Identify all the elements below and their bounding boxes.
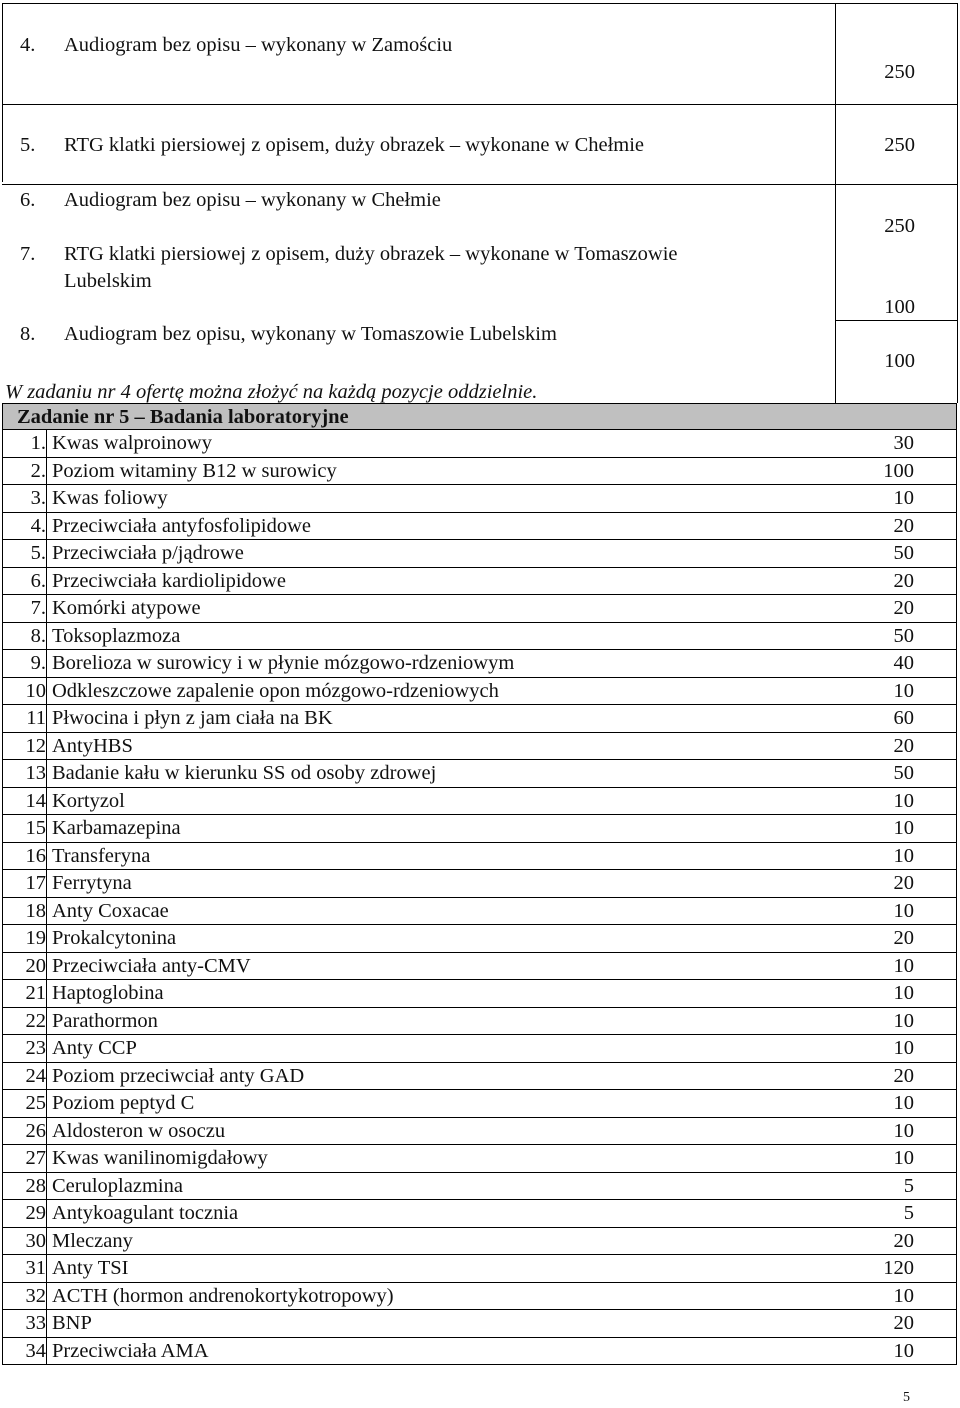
- table-row: [2, 678, 957, 706]
- row-name: Kwas walproinowy: [52, 432, 212, 454]
- row-name: Przeciwciała p/jądrowe: [52, 542, 244, 564]
- table-row: [2, 925, 957, 953]
- column-divider: [46, 678, 47, 705]
- table-row: [2, 953, 957, 981]
- column-divider: [46, 870, 47, 897]
- row-name: Anty TSI: [52, 1257, 129, 1279]
- row-value: 10: [893, 954, 914, 977]
- row-value: 10: [893, 844, 914, 867]
- column-divider: [46, 1200, 47, 1227]
- table-row: [2, 980, 957, 1008]
- table-row: [2, 1035, 957, 1063]
- row-value: 5: [903, 1174, 914, 1197]
- table-row: [2, 815, 957, 843]
- item-description: RTG klatki piersiowej z opisem, duży obrazek – wykonane w Chełmie: [64, 134, 645, 156]
- table-row: [2, 1338, 957, 1366]
- row-number: 31: [25, 1257, 46, 1279]
- table-row: [2, 1283, 957, 1311]
- row-name: Przeciwciała anty-CMV: [52, 954, 251, 977]
- row-number: 30: [25, 1229, 46, 1252]
- row-number: 3.: [30, 487, 46, 509]
- row-number: 19: [25, 927, 46, 949]
- row-number: 24: [25, 1064, 46, 1087]
- row-value: 60: [893, 707, 914, 729]
- row-number: 16: [25, 844, 46, 867]
- row-name: Parathormon: [52, 1009, 158, 1032]
- row-name: Borelioza w surowicy i w płynie mózgowo-rdzeniowym: [52, 652, 515, 674]
- table-row: [2, 623, 957, 651]
- row-name: Kortyzol: [52, 789, 125, 812]
- table-row: [2, 1310, 957, 1338]
- row-number: 4.: [30, 514, 46, 537]
- row-name: Przeciwciała kardiolipidowe: [52, 569, 286, 592]
- table-row: [2, 1228, 957, 1256]
- row-number: 17: [25, 872, 46, 894]
- column-divider: [46, 953, 47, 980]
- column-divider: [46, 1090, 47, 1117]
- row-name: Haptoglobina: [52, 982, 164, 1004]
- row-name: Przeciwciała AMA: [52, 1339, 209, 1362]
- table-row: [2, 1173, 957, 1201]
- row-name: Poziom peptyd C: [52, 1092, 195, 1114]
- column-divider: [46, 733, 47, 760]
- table-row: [2, 430, 957, 458]
- table-row: [2, 458, 957, 486]
- row-number: 9.: [30, 652, 46, 674]
- column-divider: [46, 1145, 47, 1172]
- row-value: 10: [893, 487, 914, 509]
- column-divider: [46, 760, 47, 787]
- item-value: 250: [884, 61, 915, 83]
- row-value: 10: [893, 1037, 914, 1059]
- row-name: Karbamazepina: [52, 817, 181, 839]
- column-divider: [46, 1255, 47, 1282]
- row-value: 10: [893, 817, 914, 839]
- column-divider: [46, 1173, 47, 1200]
- item-description: RTG klatki piersiowej z opisem, duży obrazek – wykonane w Tomaszowie: [64, 243, 678, 265]
- row-name: Przeciwciała antyfosfolipidowe: [52, 514, 312, 537]
- row-number: 20: [25, 954, 46, 977]
- row-number: 21: [25, 982, 46, 1004]
- table-row: [2, 650, 957, 678]
- row-name: Anty Coxacae: [52, 899, 169, 922]
- row-value: 120: [883, 1257, 914, 1279]
- column-divider: [46, 705, 47, 732]
- table-row: [2, 1200, 957, 1228]
- row-value: 10: [893, 1284, 914, 1307]
- row-name: Komórki atypowe: [52, 597, 201, 619]
- row-number: 13: [25, 762, 46, 784]
- row-number: 18: [25, 899, 46, 922]
- row-value: 10: [893, 1092, 914, 1114]
- row-name: Poziom przeciwciał anty GAD: [52, 1064, 305, 1087]
- row-value: 40: [893, 652, 914, 674]
- row-value: 5: [903, 1202, 914, 1224]
- column-divider: [46, 788, 47, 815]
- table-row: [2, 1118, 957, 1146]
- row-name: ACTH (hormon andrenokortykotropowy): [52, 1284, 394, 1307]
- column-divider: [46, 1228, 47, 1255]
- note-text: W zadaniu nr 4 ofertę można złożyć na każdą pozycje oddzielnie.: [5, 381, 538, 403]
- row-number: 1.: [30, 432, 46, 454]
- item-number: 5.: [20, 134, 36, 156]
- table-row: [2, 760, 957, 788]
- row-name: Anty CCP: [52, 1037, 137, 1059]
- column-divider: [46, 1283, 47, 1310]
- item-value: 250: [884, 134, 915, 156]
- row-name: AntyHBS: [52, 734, 133, 757]
- row-name: Ferrytyna: [52, 872, 132, 894]
- row-number: 12: [25, 734, 46, 757]
- row-number: 14: [25, 789, 46, 812]
- row-name: BNP: [52, 1312, 92, 1334]
- item-value: 250: [884, 215, 915, 237]
- row-number: 32: [25, 1284, 46, 1307]
- column-divider: [46, 925, 47, 952]
- row-number: 29: [25, 1202, 46, 1224]
- column-divider: [46, 513, 47, 540]
- row-name: Transferyna: [52, 844, 151, 867]
- row-value: 10: [893, 1119, 914, 1142]
- lab-table: [2, 430, 957, 1365]
- row-value: 20: [893, 734, 914, 757]
- column-divider: [46, 1310, 47, 1337]
- table-row: [2, 1063, 957, 1091]
- row-name: Mleczany: [52, 1229, 133, 1252]
- column-divider: [46, 898, 47, 925]
- row-number: 27: [25, 1147, 46, 1169]
- item-description: Lubelskim: [64, 270, 152, 292]
- table-row: [2, 1145, 957, 1173]
- row-value: 20: [893, 1064, 914, 1087]
- column-divider: [46, 1118, 47, 1145]
- row-name: Odkleszczowe zapalenie opon mózgowo-rdzeniowych: [52, 679, 499, 702]
- row-value: 20: [893, 569, 914, 592]
- column-divider: [46, 843, 47, 870]
- row-number: 6.: [30, 569, 46, 592]
- row-name: Ceruloplazmina: [52, 1174, 183, 1197]
- row-name: Aldosteron w osoczu: [52, 1119, 226, 1142]
- row-value: 20: [893, 514, 914, 537]
- item-description: Audiogram bez opisu – wykonany w Zamościu: [64, 34, 453, 56]
- row-name: Poziom witaminy B12 w surowicy: [52, 459, 337, 482]
- item-value: 100: [884, 296, 915, 318]
- row-value: 20: [893, 872, 914, 894]
- column-divider: [46, 595, 47, 622]
- table-row: [2, 568, 957, 596]
- table-row: [2, 1255, 957, 1283]
- column-divider: [46, 1063, 47, 1090]
- row-name: Badanie kału w kierunku SS od osoby zdrowej: [52, 762, 437, 784]
- column-divider: [46, 485, 47, 512]
- table-row: [2, 733, 957, 761]
- row-number: 2.: [30, 459, 46, 482]
- row-number: 26: [25, 1119, 46, 1142]
- table-row: [2, 788, 957, 816]
- item-number: 4.: [20, 34, 36, 56]
- table-row: [2, 705, 957, 733]
- row-value: 100: [883, 459, 914, 482]
- column-divider: [46, 1338, 47, 1365]
- column-divider: [46, 540, 47, 567]
- column-divider: [46, 623, 47, 650]
- column-divider: [46, 815, 47, 842]
- table-row: [2, 1008, 957, 1036]
- row-number: 23: [25, 1037, 46, 1059]
- table-row: [2, 898, 957, 926]
- row-number: 25: [25, 1092, 46, 1114]
- row-name: Antykoagulant tocznia: [52, 1202, 239, 1224]
- row-value: 50: [893, 762, 914, 784]
- row-value: 10: [893, 789, 914, 812]
- row-number: 10: [25, 679, 46, 702]
- row-value: 10: [893, 982, 914, 1004]
- column-divider: [46, 980, 47, 1007]
- row-number: 5.: [30, 542, 46, 564]
- row-number: 33: [25, 1312, 46, 1334]
- table-row: [2, 595, 957, 623]
- table-row: [2, 540, 957, 568]
- column-divider: [46, 650, 47, 677]
- table-row: [2, 1090, 957, 1118]
- top-table: [0, 0, 960, 405]
- row-number: 7.: [30, 597, 46, 619]
- row-value: 10: [893, 1009, 914, 1032]
- row-number: 22: [25, 1009, 46, 1032]
- table-row: [2, 843, 957, 871]
- column-divider: [46, 568, 47, 595]
- row-value: 10: [893, 679, 914, 702]
- column-divider: [46, 458, 47, 485]
- row-value: 20: [893, 597, 914, 619]
- row-number: 8.: [30, 624, 46, 647]
- row-number: 34: [25, 1339, 46, 1362]
- table-row: [2, 870, 957, 898]
- table-row: [2, 513, 957, 541]
- row-value: 10: [893, 1339, 914, 1362]
- page-number: 5: [903, 1390, 910, 1405]
- row-value: 30: [893, 432, 914, 454]
- row-value: 10: [893, 1147, 914, 1169]
- column-divider: [46, 1035, 47, 1062]
- item-number: 8.: [20, 323, 36, 345]
- column-divider: [46, 1008, 47, 1035]
- row-value: 50: [893, 624, 914, 647]
- row-value: 20: [893, 1229, 914, 1252]
- row-number: 28: [25, 1174, 46, 1197]
- row-name: Kwas foliowy: [52, 487, 168, 509]
- column-divider: [46, 430, 47, 457]
- section-header: [2, 403, 957, 430]
- item-description: Audiogram bez opisu – wykonany w Chełmie: [64, 189, 441, 211]
- row-value: 10: [893, 899, 914, 922]
- table-row: [2, 485, 957, 513]
- row-value: 20: [893, 927, 914, 949]
- item-number: 7.: [20, 243, 36, 265]
- item-description: Audiogram bez opisu, wykonany w Tomaszowie Lubelskim: [64, 323, 557, 345]
- item-number: 6.: [20, 189, 36, 211]
- section-title: Zadanie nr 5 – Badania laboratoryjne: [17, 406, 349, 428]
- row-value: 20: [893, 1312, 914, 1334]
- row-name: Prokalcytonina: [52, 927, 177, 949]
- row-name: Płwocina i płyn z jam ciała na BK: [52, 707, 333, 729]
- row-name: Toksoplazmoza: [52, 624, 181, 647]
- row-value: 50: [893, 542, 914, 564]
- row-number: 11: [26, 707, 46, 729]
- row-number: 15: [25, 817, 46, 839]
- row-name: Kwas wanilinomigdałowy: [52, 1147, 268, 1169]
- item-value: 100: [884, 350, 915, 372]
